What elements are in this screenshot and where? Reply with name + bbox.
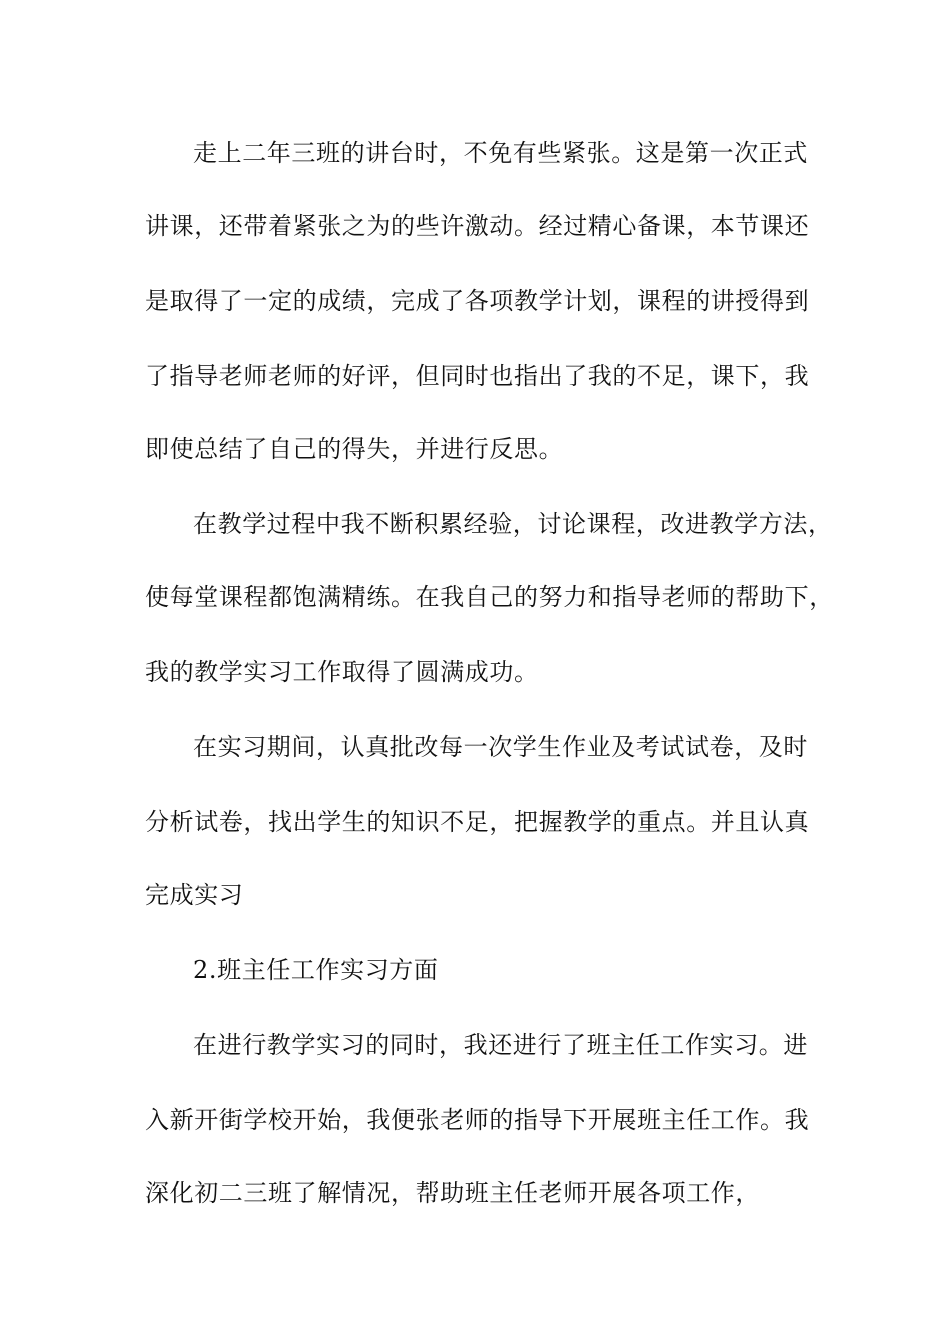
paragraph-line: 我的教学实习工作取得了圆满成功。	[145, 658, 539, 686]
paragraph-line: 了指导老师老师的好评，但同时也指出了我的不足，课下，我	[145, 362, 810, 390]
paragraph-line: 讲课，还带着紧张之为的些许激动。经过精心备课，本节课还	[145, 212, 810, 240]
paragraph-line: 在进行教学实习的同时，我还进行了班主任工作实习。进	[193, 1031, 808, 1059]
paragraph-line: 深化初二三班了解情况，帮助班主任老师开展各项工作，	[145, 1179, 760, 1207]
paragraph-line: 分析试卷，找出学生的知识不足，把握教学的重点。并且认真	[145, 808, 810, 836]
paragraph-line: 即使总结了自己的得失，并进行反思。	[145, 435, 564, 463]
paragraph-line: 入新开街学校开始，我便张老师的指导下开展班主任工作。我	[145, 1106, 810, 1134]
paragraph-line: 是取得了一定的成绩，完成了各项教学计划，课程的讲授得到	[145, 287, 810, 315]
paragraph-line: 走上二年三班的讲台时，不免有些紧张。这是第一次正式	[193, 139, 808, 167]
section-heading: 2.班主任工作实习方面	[193, 956, 439, 984]
paragraph-line: 使每堂课程都饱满精练。在我自己的努力和指导老师的帮助下，	[145, 583, 834, 611]
paragraph-line: 完成实习	[145, 881, 244, 909]
paragraph-line: 在实习期间，认真批改每一次学生作业及考试试卷，及时	[193, 733, 808, 761]
paragraph-line: 在教学过程中我不断积累经验，讨论课程，改进教学方法，	[193, 510, 833, 538]
